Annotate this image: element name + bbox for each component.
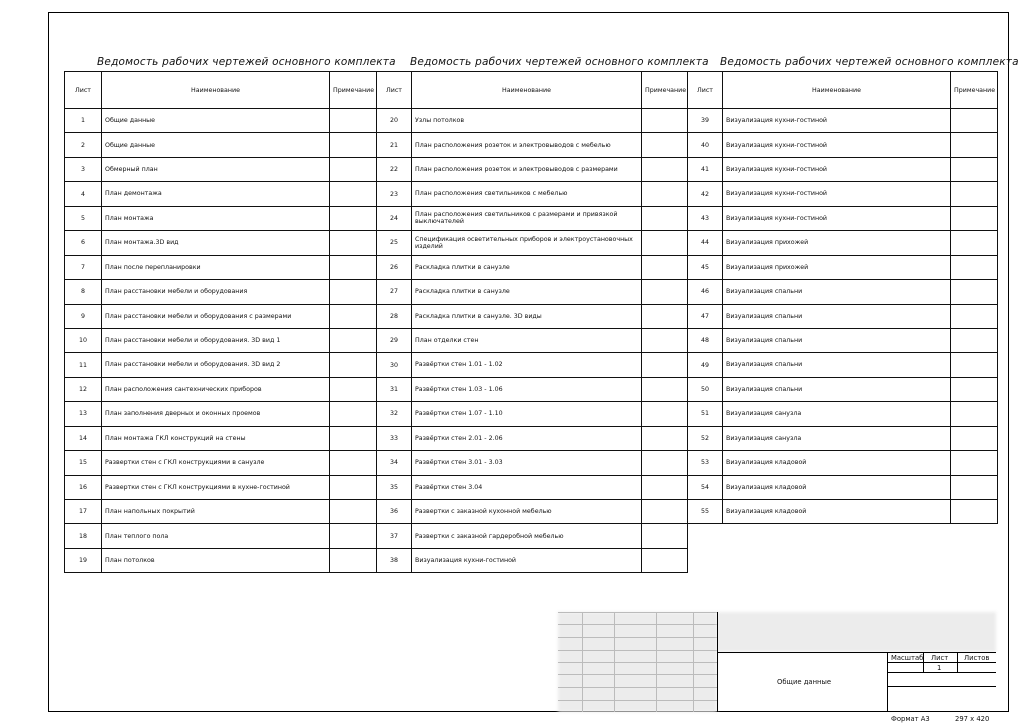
col-header-note: Примечание xyxy=(951,72,998,109)
sheet-name-cell: Визуализация кухни-гостиной xyxy=(723,206,951,230)
table-row xyxy=(377,548,688,572)
sheet-name-cell: План монтажа.3D вид xyxy=(102,231,330,255)
table-row xyxy=(377,304,688,328)
sheet-name-cell: Развёртки стен 2.01 - 2.06 xyxy=(412,426,642,450)
sheets-label: Листов xyxy=(964,654,990,662)
sheet-name-cell: План монтажа ГКЛ конструкций на стены xyxy=(102,426,330,450)
sheet-name-cell: План после перепланировки xyxy=(102,255,330,279)
sheet-number-cell: 41 xyxy=(688,157,723,181)
sheet-name-cell: Визуализация спальни xyxy=(723,280,951,304)
note-cell xyxy=(951,500,998,524)
table-row xyxy=(377,524,688,548)
table-row xyxy=(688,500,998,524)
table-row xyxy=(377,402,688,426)
sheet-number-cell: 32 xyxy=(377,402,412,426)
note-cell xyxy=(330,109,377,133)
note-cell xyxy=(642,231,688,255)
note-cell xyxy=(951,426,998,450)
table-row xyxy=(65,524,377,548)
sheet-name-cell: Визуализация кухни-гостиной xyxy=(723,133,951,157)
table-row xyxy=(688,426,998,450)
table-row xyxy=(65,402,377,426)
col-header-name: Наименование xyxy=(412,72,642,109)
sheet-number-cell: 46 xyxy=(688,280,723,304)
sheet-name-cell: Визуализация кухни-гостиной xyxy=(412,548,642,572)
table-row xyxy=(688,402,998,426)
sheet-number: 1 xyxy=(937,664,942,672)
table-row xyxy=(688,280,998,304)
sheet-number-cell: 9 xyxy=(65,304,102,328)
drawings-table-3 xyxy=(687,71,998,524)
sheet-number-cell: 28 xyxy=(377,304,412,328)
title-block xyxy=(558,612,996,712)
table-row xyxy=(65,500,377,524)
sheet-number-cell: 26 xyxy=(377,255,412,279)
sheet-number-cell: 48 xyxy=(688,328,723,352)
note-cell xyxy=(330,377,377,401)
sheet-name-cell: Визуализация кладовой xyxy=(723,500,951,524)
table-row xyxy=(65,280,377,304)
table-row xyxy=(377,182,688,206)
table-row xyxy=(377,426,688,450)
table-row xyxy=(688,133,998,157)
sheet-number-cell: 1 xyxy=(65,109,102,133)
note-cell xyxy=(330,206,377,230)
note-cell xyxy=(642,500,688,524)
sheet-number-cell: 35 xyxy=(377,475,412,499)
table-row xyxy=(377,206,688,230)
sheet-name-cell: План расстановки мебели и оборудования. 3D вид 1 xyxy=(102,328,330,352)
col-header-sheet: Лист xyxy=(377,72,412,109)
sheet-number-cell: 21 xyxy=(377,133,412,157)
table-row xyxy=(377,280,688,304)
table-row xyxy=(65,426,377,450)
sheet-name-cell: План потолков xyxy=(102,548,330,572)
table-row xyxy=(688,328,998,352)
sheet-name-cell: Визуализация прихожей xyxy=(723,255,951,279)
table-row xyxy=(377,500,688,524)
note-cell xyxy=(330,304,377,328)
table-row xyxy=(377,475,688,499)
note-cell xyxy=(330,402,377,426)
sheet-number-cell: 55 xyxy=(688,500,723,524)
table-row xyxy=(377,377,688,401)
col-header-sheet: Лист xyxy=(65,72,102,109)
table-row xyxy=(688,182,998,206)
note-cell xyxy=(330,157,377,181)
sheet-name-cell: План расстановки мебели и оборудования с размерами xyxy=(102,304,330,328)
sheet-name-cell: План расстановки мебели и оборудования xyxy=(102,280,330,304)
table-row xyxy=(688,206,998,230)
sheet-number-cell: 4 xyxy=(65,182,102,206)
sheet-number-cell: 37 xyxy=(377,524,412,548)
note-cell xyxy=(951,206,998,230)
sheet-name-cell: Обмерный план xyxy=(102,157,330,181)
note-cell xyxy=(642,182,688,206)
note-cell xyxy=(330,500,377,524)
note-cell xyxy=(951,475,998,499)
sheet-number-cell: 45 xyxy=(688,255,723,279)
sheet-name-cell: Визуализация санузла xyxy=(723,402,951,426)
redacted-organization xyxy=(717,612,996,652)
drawings-table-2 xyxy=(376,71,688,573)
sheet-number-cell: 53 xyxy=(688,451,723,475)
table-row xyxy=(65,548,377,572)
table-row xyxy=(688,231,998,255)
note-cell xyxy=(330,426,377,450)
table-row xyxy=(377,133,688,157)
col-header-sheet: Лист xyxy=(688,72,723,109)
note-cell xyxy=(951,451,998,475)
table-title-3: Ведомость рабочих чертежей основного комплекта xyxy=(720,56,1019,68)
sheet-number-cell: 14 xyxy=(65,426,102,450)
note-cell xyxy=(330,548,377,572)
sheet-number-cell: 44 xyxy=(688,231,723,255)
note-cell xyxy=(642,206,688,230)
table-row xyxy=(65,157,377,181)
note-cell xyxy=(330,353,377,377)
table-row xyxy=(688,377,998,401)
sheet-name-cell: Визуализация кухни-гостиной xyxy=(723,182,951,206)
sheet-name-cell: Визуализация кухни-гостиной xyxy=(723,157,951,181)
sheet-name-cell: План напольных покрытий xyxy=(102,500,330,524)
col-header-note: Примечание xyxy=(642,72,688,109)
sheet-name-cell: Развертки стен с ГКЛ конструкциями в санузле xyxy=(102,451,330,475)
note-cell xyxy=(330,524,377,548)
note-cell xyxy=(642,157,688,181)
note-cell xyxy=(642,328,688,352)
sheet-number-cell: 24 xyxy=(377,206,412,230)
note-cell xyxy=(951,304,998,328)
sheet-number-cell: 54 xyxy=(688,475,723,499)
note-cell xyxy=(642,451,688,475)
table-row xyxy=(377,157,688,181)
table-row xyxy=(377,353,688,377)
sheet-number-cell: 31 xyxy=(377,377,412,401)
note-cell xyxy=(951,231,998,255)
sheet-name-cell: Общие данные xyxy=(102,133,330,157)
sheet-number-cell: 47 xyxy=(688,304,723,328)
sheet-number-cell: 18 xyxy=(65,524,102,548)
note-cell xyxy=(642,304,688,328)
sheet-name-cell: План расположения розеток и электровыводов с размерами xyxy=(412,157,642,181)
note-cell xyxy=(330,231,377,255)
sheet-number-cell: 7 xyxy=(65,255,102,279)
note-cell xyxy=(951,280,998,304)
col-header-note: Примечание xyxy=(330,72,377,109)
sheet-name-cell: План расположения светильников с мебелью xyxy=(412,182,642,206)
note-cell xyxy=(951,328,998,352)
table-row xyxy=(688,451,998,475)
sheet-name-cell: Спецификация осветительных приборов и электроустановочных изделий xyxy=(412,231,642,255)
table-row xyxy=(377,231,688,255)
sheet-number-cell: 17 xyxy=(65,500,102,524)
table-row xyxy=(377,328,688,352)
sheet-number-cell: 16 xyxy=(65,475,102,499)
sheet-name-cell: Развёртки стен 1.03 - 1.06 xyxy=(412,377,642,401)
col-header-name: Наименование xyxy=(102,72,330,109)
table-row xyxy=(65,304,377,328)
sheet-number-cell: 39 xyxy=(688,109,723,133)
drawings-table-1 xyxy=(64,71,377,573)
note-cell xyxy=(642,353,688,377)
note-cell xyxy=(642,475,688,499)
table-row xyxy=(377,451,688,475)
table-row xyxy=(65,133,377,157)
sheet-name-cell: План заполнения дверных и оконных проемов xyxy=(102,402,330,426)
table-row xyxy=(65,231,377,255)
sheet-number-cell: 34 xyxy=(377,451,412,475)
sheet-name-cell: Визуализация кладовой xyxy=(723,475,951,499)
note-cell xyxy=(642,280,688,304)
sheet-name-cell: Визуализация прихожей xyxy=(723,231,951,255)
note-cell xyxy=(951,109,998,133)
table-row xyxy=(65,206,377,230)
sheet-number-cell: 42 xyxy=(688,182,723,206)
sheet-number-cell: 23 xyxy=(377,182,412,206)
sheet-number-cell: 5 xyxy=(65,206,102,230)
sheet-number-cell: 49 xyxy=(688,353,723,377)
sheet-number-cell: 36 xyxy=(377,500,412,524)
sheet-name-cell: Визуализация спальни xyxy=(723,353,951,377)
sheet-name-cell: Развертки с заказной гардеробной мебелью xyxy=(412,524,642,548)
sheet-number-cell: 52 xyxy=(688,426,723,450)
sheet-number-cell: 10 xyxy=(65,328,102,352)
note-cell xyxy=(330,255,377,279)
sheet-number-cell: 15 xyxy=(65,451,102,475)
note-cell xyxy=(642,109,688,133)
note-cell xyxy=(642,402,688,426)
note-cell xyxy=(330,182,377,206)
sheet-name-cell: План отделки стен xyxy=(412,328,642,352)
sheet-name-cell: Развёртки стен 1.07 - 1.10 xyxy=(412,402,642,426)
table-row xyxy=(65,255,377,279)
sheet-number-cell: 27 xyxy=(377,280,412,304)
sheet-name-cell: Общие данные xyxy=(102,109,330,133)
sheet-number-cell: 38 xyxy=(377,548,412,572)
sheet-name-cell: План монтажа xyxy=(102,206,330,230)
sheet-name-cell: План расстановки мебели и оборудования. 3D вид 2 xyxy=(102,353,330,377)
note-cell xyxy=(642,548,688,572)
sheet-number-cell: 13 xyxy=(65,402,102,426)
sheet-name-cell: Визуализация спальни xyxy=(723,328,951,352)
sheet-name-cell: Визуализация кладовой xyxy=(723,451,951,475)
sheet-name-cell: Узлы потолков xyxy=(412,109,642,133)
note-cell xyxy=(951,157,998,181)
note-cell xyxy=(330,451,377,475)
sheet-number-cell: 6 xyxy=(65,231,102,255)
table-row xyxy=(688,353,998,377)
sheet-number-cell: 25 xyxy=(377,231,412,255)
note-cell xyxy=(951,182,998,206)
sheet-name-cell: План теплого пола xyxy=(102,524,330,548)
table-row xyxy=(65,109,377,133)
note-cell xyxy=(951,255,998,279)
table-row xyxy=(688,304,998,328)
sheet-number-cell: 12 xyxy=(65,377,102,401)
note-cell xyxy=(642,377,688,401)
sheet-name-cell: Визуализация кухни-гостиной xyxy=(723,109,951,133)
table-row xyxy=(65,475,377,499)
note-cell xyxy=(330,133,377,157)
sheet-name-cell: План демонтажа xyxy=(102,182,330,206)
sheet-number-cell: 33 xyxy=(377,426,412,450)
sheet-number-cell: 20 xyxy=(377,109,412,133)
sheet-number-cell: 22 xyxy=(377,157,412,181)
sheet-number-cell: 43 xyxy=(688,206,723,230)
sheet-name-cell: Развёртки стен 1.01 - 1.02 xyxy=(412,353,642,377)
sheet-number-cell: 40 xyxy=(688,133,723,157)
sheet-name-cell: План расположения светильников с размерами и привязкой выключателей xyxy=(412,206,642,230)
sheet-number-cell: 8 xyxy=(65,280,102,304)
note-cell xyxy=(642,133,688,157)
note-cell xyxy=(951,353,998,377)
format-label: Формат А3 xyxy=(891,715,930,723)
sheet-number-cell: 51 xyxy=(688,402,723,426)
sheet-number-cell: 2 xyxy=(65,133,102,157)
sheet-number-cell: 19 xyxy=(65,548,102,572)
sheet-name-cell: Развёртки стен 3.04 xyxy=(412,475,642,499)
sheet-name-cell: План расположения розеток и электровыводов с мебелью xyxy=(412,133,642,157)
col-header-name: Наименование xyxy=(723,72,951,109)
note-cell xyxy=(642,255,688,279)
scale-label: Масштаб xyxy=(891,654,924,662)
table-row xyxy=(377,255,688,279)
note-cell xyxy=(951,402,998,426)
note-cell xyxy=(330,328,377,352)
note-cell xyxy=(642,524,688,548)
sheet-name-cell: Раскладка плитки в санузле xyxy=(412,255,642,279)
sheet-number-cell: 29 xyxy=(377,328,412,352)
table-row xyxy=(688,157,998,181)
table-row xyxy=(688,475,998,499)
sheet-name-cell: Развёртки стен 3.01 - 3.03 xyxy=(412,451,642,475)
format-size: 297 х 420 xyxy=(955,715,990,723)
sheet-number-cell: 3 xyxy=(65,157,102,181)
note-cell xyxy=(951,377,998,401)
sheet-name-cell: Раскладка плитки в санузле. 3D виды xyxy=(412,304,642,328)
sheet-name-cell: План расположения сантехнических приборов xyxy=(102,377,330,401)
note-cell xyxy=(951,133,998,157)
table-row xyxy=(688,255,998,279)
table-row xyxy=(65,377,377,401)
sheet-name-cell: Визуализация спальни xyxy=(723,377,951,401)
table-row xyxy=(65,182,377,206)
sheet-label: Лист xyxy=(931,654,949,662)
sheet-name-cell: Визуализация спальни xyxy=(723,304,951,328)
sheet-number-cell: 50 xyxy=(688,377,723,401)
table-row xyxy=(688,109,998,133)
table-title-1: Ведомость рабочих чертежей основного комплекта xyxy=(97,56,396,68)
table-title-2: Ведомость рабочих чертежей основного комплекта xyxy=(410,56,709,68)
sheet-name-cell: Визуализация санузла xyxy=(723,426,951,450)
table-row xyxy=(65,328,377,352)
sheet-name-cell: Развертки с заказной кухонной мебелью xyxy=(412,500,642,524)
table-row xyxy=(65,451,377,475)
note-cell xyxy=(330,280,377,304)
sheet-name-cell: Раскладка плитки в санузле xyxy=(412,280,642,304)
sheet-number-cell: 11 xyxy=(65,353,102,377)
sheet-name-cell: Развертки стен с ГКЛ конструкциями в кухне-гостиной xyxy=(102,475,330,499)
document-name: Общие данные xyxy=(777,678,832,686)
note-cell xyxy=(330,475,377,499)
note-cell xyxy=(642,426,688,450)
sheet-number-cell: 30 xyxy=(377,353,412,377)
table-row xyxy=(65,353,377,377)
table-row xyxy=(377,109,688,133)
